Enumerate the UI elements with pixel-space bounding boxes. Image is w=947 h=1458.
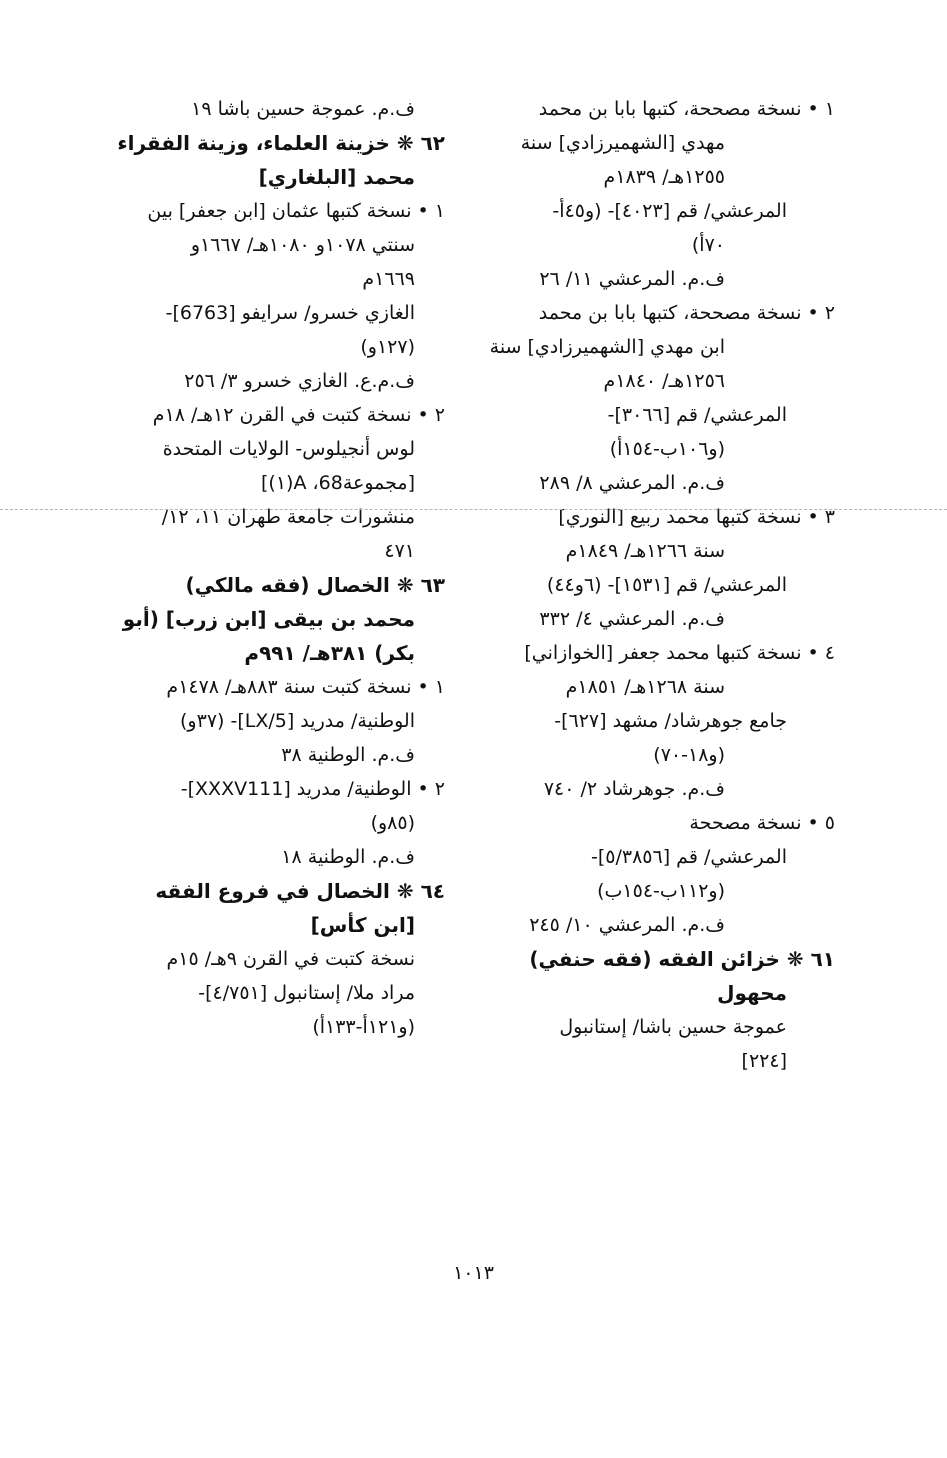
text-line: ف.م. المرعشي ٨/ ٢٨٩ [539,472,725,494]
text-line: (و١١٢ب-١٥٤ب) [597,880,725,902]
entry-heading-line: بكر) ٣٨١هـ/ ٩٩١م [244,641,415,665]
text-line: ف.م. المرعشي ١١/ ٢٦ [539,268,725,290]
text-line: ١٦٦٩م [362,268,415,290]
text-line: المرعشي/ قم [٤٠٢٣]- (و٤٥أ- [552,200,787,222]
text-line: ف.م. عموجة حسين باشا ١٩ [191,98,415,120]
text-line: ١ • نسخة كتبت سنة ٨٨٣هـ/ ١٤٧٨م [166,676,445,698]
text-line: ف.م. الوطنية ٣٨ [281,744,415,766]
text-line: سنة ١٢٦٦هـ/ ١٨٤٩م [565,540,725,562]
entry-heading-line: ٦٤ ❋ الخصال في فروع الفقه [155,879,445,903]
text-line: ف.م.ع. الغازي خسرو ٣/ ٢٥٦ [184,370,415,392]
text-line: (و١٢١أ-١٣٣أ) [312,1016,415,1038]
text-line: ٤٧١ [384,540,415,562]
text-line: المرعشي/ قم [٣٠٦٦]- [607,404,787,426]
text-line: سنة ١٢٦٨هـ/ ١٨٥١م [565,676,725,698]
text-line: (٨٥و) [370,812,415,834]
text-line: المرعشي/ قم [٥/٣٨٥٦]- [591,846,787,868]
right-column [490,92,835,1078]
entry-heading-line: ٦٢ ❋ خزينة العلماء، وزينة الفقراء [117,131,445,155]
text-line: ١٢٥٥هـ/ ١٨٣٩م [603,166,725,188]
text-line: ف.م. المرعشي ٤/ ٣٣٢ [539,608,725,630]
text-line: ف.م. جوهرشاد ٢/ ٧٤٠ [543,778,725,800]
text-line: ٢ • نسخة كتبت في القرن ١٢هـ/ ١٨م [152,404,445,426]
text-line: ٢ • الوطنية/ مدريد [XXXV111]- [180,778,445,800]
scan-dotted-line [0,509,947,510]
text-line: المرعشي/ قم [١٥٣١]- (٦و٤٤) [546,574,787,596]
text-line: عموجة حسين باشا/ إستانبول [559,1016,787,1038]
text-line: نسخة كتبت في القرن ٩هـ/ ١٥م [166,948,415,970]
page-number: ١٠١٣ [453,1262,494,1284]
text-line: لوس أنجيلوس- الولايات المتحدة [162,438,415,460]
entry-heading-line: محهول [717,981,787,1005]
text-line: ف.م. الوطنية ١٨ [281,846,415,868]
text-line: ابن مهدي [الشهميرزادي] سنة [490,336,725,358]
text-line: الغازي خسرو/ سرايفو [6763]- [165,302,415,324]
text-line: (و١٠٦ب-١٥٤أ) [609,438,725,460]
text-line: ٣ • نسخة كتبها محمد ربيع [النوري] [558,506,835,528]
text-line: ٥ • نسخة مصححة [689,812,835,834]
text-line: ٤ • نسخة كتبها محمد جعفر [الخوازاني] [524,642,835,664]
text-line: سنتي ١٠٧٨و ١٠٨٠هـ/ ١٦٦٧و [190,234,415,256]
text-line: (١٢٧و) [360,336,415,358]
text-line: منشورات جامعة طهران ١١، ١٢/ [161,506,415,528]
text-line: مراد ملا/ إستانبول [٤/٧٥١]- [198,982,415,1004]
text-line: ٢ • نسخة مصححة، كتبها بابا بن محمد [538,302,835,324]
text-line: [مجموعة68، A(١)] [260,472,415,494]
entry-heading-line: ٦٣ ❋ الخصال (فقه مالكي) [185,573,445,597]
entry-heading-line: [ابن كأس] [310,913,415,937]
text-line: ١٢٥٦هـ/ ١٨٤٠م [603,370,725,392]
text-line: ف.م. المرعشي ١٠/ ٢٤٥ [529,914,725,936]
text-line: ١ • نسخة كتبها عثمان [ابن جعفر] بين [147,200,445,222]
entry-heading-line: محمد بن بيقى [ابن زرب] (أبو [122,607,415,631]
text-line: (و١٨-٧٠) [653,744,725,766]
text-line: ٧٠أ) [691,234,725,256]
text-line: [٢٢٤] [741,1050,787,1072]
entry-heading-line: ٦١ ❋ خزائن الفقه (فقه حنفي) [529,947,835,971]
text-line: مهدي [الشهميرزادي] سنة [520,132,725,154]
entry-heading-line: محمد [البلغاري] [258,165,415,189]
text-line: ١ • نسخة مصححة، كتبها بابا بن محمد [538,98,835,120]
text-line: الوطنية/ مدريد [LX/5]- (٣٧و) [180,710,415,732]
text-line: جامع جوهرشاد/ مشهد [٦٢٧]- [554,710,787,732]
left-column [100,92,445,1044]
